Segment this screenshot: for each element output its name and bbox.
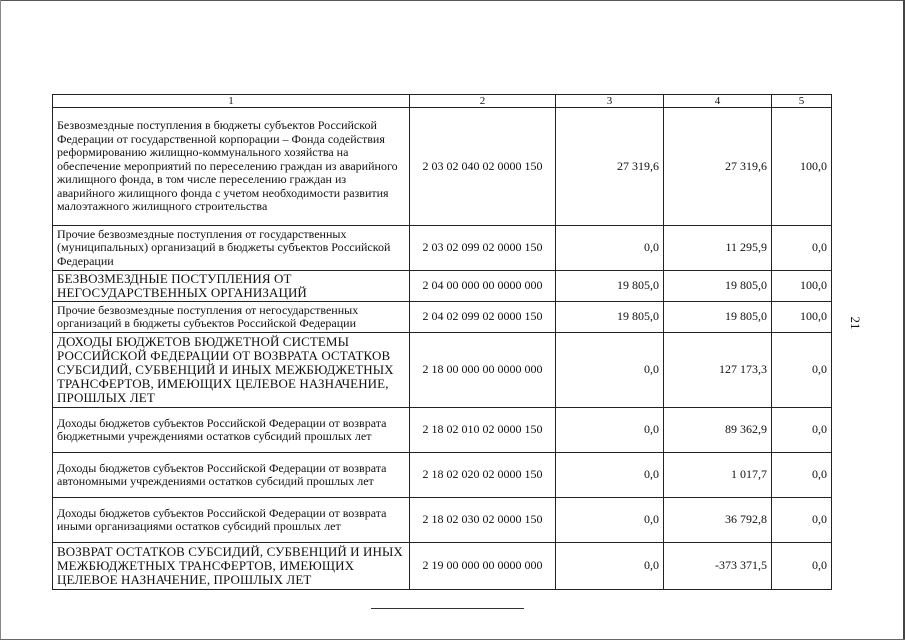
table-row xyxy=(53,543,832,590)
header-col-4: 4 xyxy=(664,95,772,108)
table-row xyxy=(53,453,832,498)
row-name: БЕЗВОЗМЕЗДНЫЕ ПОСТУПЛЕНИЯ ОТ НЕГОСУДАРСТВЕННЫХ ОРГАНИЗАЦИЙ xyxy=(53,271,410,302)
row-code: 2 04 02 099 02 0000 150 xyxy=(410,302,556,333)
row-code: 2 04 00 000 00 0000 000 xyxy=(410,271,556,302)
row-col5: 0,0 xyxy=(772,543,832,590)
row-name: Прочие безвозмездные поступления от негосударственных организаций в бюджеты субъектов Российской Федерации xyxy=(53,302,410,333)
row-name: ВОЗВРАТ ОСТАТКОВ СУБСИДИЙ, СУБВЕНЦИЙ И ИНЫХ МЕЖБЮДЖЕТНЫХ ТРАНСФЕРТОВ, ИМЕЮЩИХ ЦЕЛЕВОЕ НАЗНАЧЕНИЕ, ПРОШЛЫХ ЛЕТ xyxy=(53,543,410,590)
row-col5: 0,0 xyxy=(772,333,832,408)
row-col3: 0,0 xyxy=(556,543,664,590)
header-col-5: 5 xyxy=(772,95,832,108)
header-col-1: 1 xyxy=(53,95,410,108)
row-col4: 36 792,8 xyxy=(664,498,772,543)
row-col5: 100,0 xyxy=(772,271,832,302)
footer-separator-line xyxy=(371,608,524,609)
row-name: Доходы бюджетов субъектов Российской Федерации от возврата иными организациями остатков субсидий прошлых лет xyxy=(53,498,410,543)
row-name: Безвозмездные поступления в бюджеты субъектов Российской Федерации от государственной корпорации – Фонда содействия реформированию жилищно-коммунального хозяйства на обеспечение мероприятий по переселению граждан из аварийного жилищного фонда, в том числе переселению граждан из аварийного жилищного фонда с учетом необходимости развития малоэтажного жилищного строительства xyxy=(53,108,410,226)
row-col5: 100,0 xyxy=(772,302,832,333)
row-col4: 19 805,0 xyxy=(664,271,772,302)
table-row xyxy=(53,271,832,302)
table-row xyxy=(53,333,832,408)
scan-edge-left xyxy=(0,0,2,640)
row-name: Прочие безвозмездные поступления от государственных (муниципальных) организаций в бюджеты субъектов Российской Федерации xyxy=(53,226,410,271)
row-col3: 0,0 xyxy=(556,498,664,543)
row-code: 2 19 00 000 00 0000 000 xyxy=(410,543,556,590)
row-col5: 100,0 xyxy=(772,108,832,226)
row-name: Доходы бюджетов субъектов Российской Федерации от возврата автономными учреждениями остатков субсидий прошлых лет xyxy=(53,453,410,498)
row-code: 2 18 02 020 02 0000 150 xyxy=(410,453,556,498)
row-col5: 0,0 xyxy=(772,498,832,543)
header-col-3: 3 xyxy=(556,95,664,108)
table-row xyxy=(53,226,832,271)
row-name: ДОХОДЫ БЮДЖЕТОВ БЮДЖЕТНОЙ СИСТЕМЫ РОССИЙСКОЙ ФЕДЕРАЦИИ ОТ ВОЗВРАТА ОСТАТКОВ СУБСИДИЙ, СУБВЕНЦИЙ И ИНЫХ МЕЖБЮДЖЕТНЫХ ТРАНСФЕРТОВ, ИМЕЮЩИХ ЦЕЛЕВОЕ НАЗНАЧЕНИЕ, ПРОШЛЫХ ЛЕТ xyxy=(53,333,410,408)
row-code: 2 18 00 000 00 0000 000 xyxy=(410,333,556,408)
row-col4: 11 295,9 xyxy=(664,226,772,271)
row-col5: 0,0 xyxy=(772,453,832,498)
row-col3: 19 805,0 xyxy=(556,302,664,333)
row-name: Доходы бюджетов субъектов Российской Федерации от возврата бюджетными учреждениями остатков субсидий прошлых лет xyxy=(53,408,410,453)
row-col3: 0,0 xyxy=(556,408,664,453)
row-col3: 0,0 xyxy=(556,333,664,408)
row-code: 2 03 02 099 02 0000 150 xyxy=(410,226,556,271)
row-col4: 89 362,9 xyxy=(664,408,772,453)
page-number: 21 xyxy=(848,316,863,330)
row-col4: 19 805,0 xyxy=(664,302,772,333)
row-col4: -373 371,5 xyxy=(664,543,772,590)
table-row xyxy=(53,408,832,453)
table-row xyxy=(53,108,832,226)
row-col3: 0,0 xyxy=(556,226,664,271)
table-row xyxy=(53,498,832,543)
header-row xyxy=(53,95,832,108)
header-col-2: 2 xyxy=(410,95,556,108)
table-body xyxy=(53,108,832,590)
row-col5: 0,0 xyxy=(772,226,832,271)
budget-revenue-table xyxy=(52,94,832,590)
table-row xyxy=(53,302,832,333)
row-code: 2 18 02 010 02 0000 150 xyxy=(410,408,556,453)
row-col3: 27 319,6 xyxy=(556,108,664,226)
scan-edge-right xyxy=(900,0,905,640)
row-col4: 1 017,7 xyxy=(664,453,772,498)
table-header xyxy=(53,95,832,108)
row-col4: 127 173,3 xyxy=(664,333,772,408)
row-col5: 0,0 xyxy=(772,408,832,453)
row-col3: 0,0 xyxy=(556,453,664,498)
row-code: 2 03 02 040 02 0000 150 xyxy=(410,108,556,226)
row-code: 2 18 02 030 02 0000 150 xyxy=(410,498,556,543)
scan-edge-top xyxy=(0,0,905,5)
row-col3: 19 805,0 xyxy=(556,271,664,302)
row-col4: 27 319,6 xyxy=(664,108,772,226)
